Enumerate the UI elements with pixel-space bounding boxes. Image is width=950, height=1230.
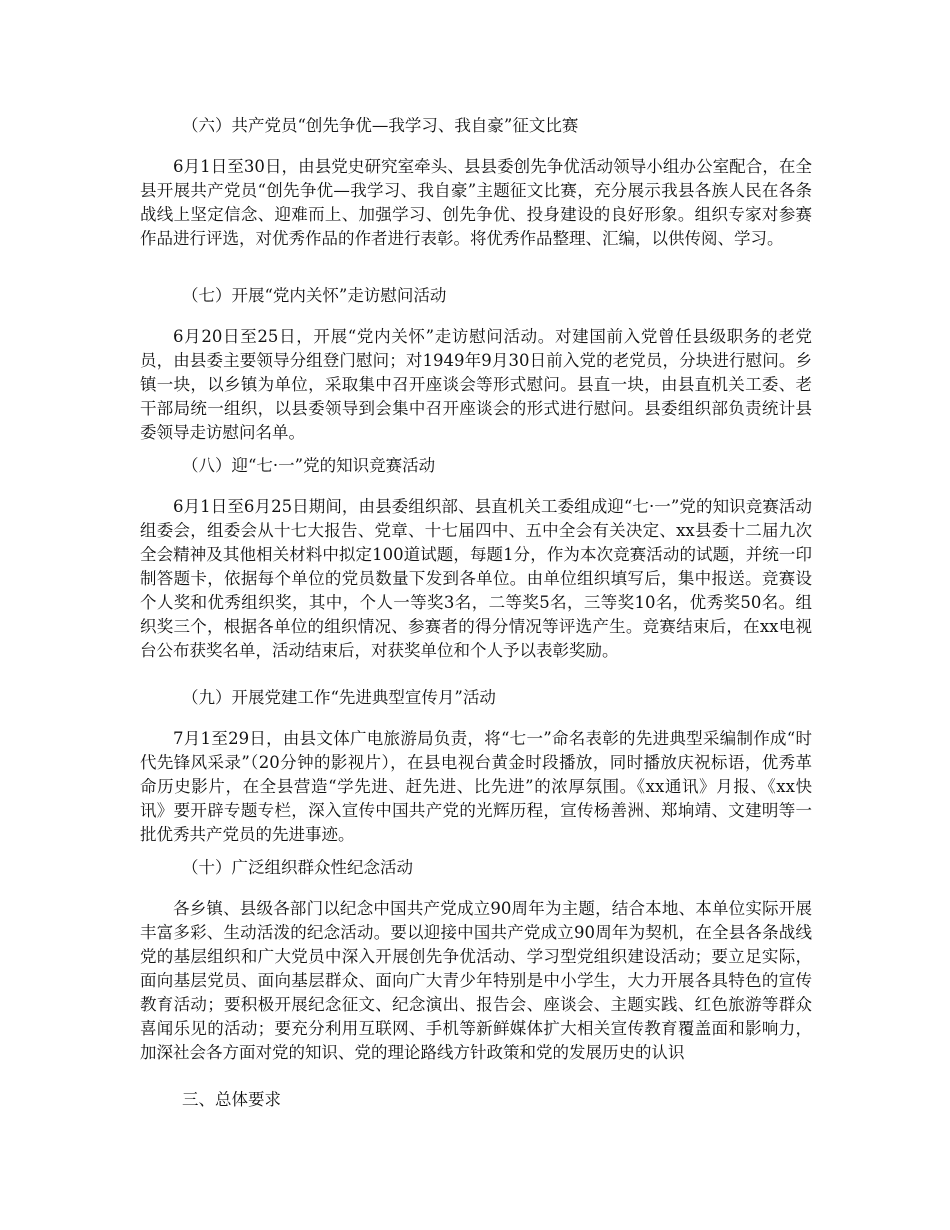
section-8-paragraph: 6月1日至6月25日期间，由县委组织部、县直机关工委组成迎“七·一”党的知识竞赛活动组委会，组委会从十七大报告、党章、十七届四中、五中全会有关决定、xx县委十二届九次全会精神及其他相关材料中拟定100道试题，每题1分，作为本次竞赛活动的试题，并统一印制答题卡，依据每个单位的党员数量下发到各单位。由单位组织填写后，集中报送。竞赛设个人奖和优秀组织奖，其中，个人一等奖3名，二等奖5名，三等奖10名，优秀奖50名。组织奖三个，根据各单位的组织情况、参赛者的得分情况等评选产生。竞赛结束后，在xx电视台公布获奖名单，活动结束后，对获奖单位和个人予以表彰奖励。 bbox=[140, 497, 812, 660]
section-8-heading: （八）迎“七·一”党的知识竞赛活动 bbox=[182, 456, 436, 475]
general-requirements-heading: 三、总体要求 bbox=[182, 1090, 281, 1109]
section-10-heading: （十）广泛组织群众性纪念活动 bbox=[182, 858, 413, 877]
section-6-heading: （六）共产党员“创先争优—我学习、我自豪”征文比赛 bbox=[182, 116, 579, 135]
section-9-heading: （九）开展党建工作“先进典型宣传月”活动 bbox=[182, 688, 496, 707]
section-7-paragraph: 6月20日至25日，开展“党内关怀”走访慰问活动。对建国前入党曾任县级职务的老党员，由县委主要领导分组登门慰问；对1949年9月30日前入党的老党员，分块进行慰问。乡镇一块，以乡镇为单位，采取集中召开座谈会等形式慰问。县直一块，由县直机关工委、老干部局统一组织，以县委领导到会集中召开座谈会的形式进行慰问。县委组织部负责统计县委领导走访慰问名单。 bbox=[140, 327, 812, 442]
section-9-paragraph: 7月1至29日，由县文体广电旅游局负责，将“七一”命名表彰的先进典型采编制作成“时代先锋风采录”（20分钟的影视片），在县电视台黄金时段播放，同时播放庆祝标语，优秀革命历史影片，在全县营造“学先进、赶先进、比先进”的浓厚氛围。《xx通讯》月报、《xx快讯》要开辟专题专栏，深入宣传中国共产党的光辉历程，宣传杨善洲、郑垧靖、文建明等一批优秀共产党员的先进事迹。 bbox=[140, 729, 812, 844]
section-7-heading: （七）开展“党内关怀”走访慰问活动 bbox=[182, 286, 447, 305]
section-6-paragraph: 6月1日至30日，由县党史研究室牵头、县县委创先争优活动领导小组办公室配合，在全县开展共产党员“创先争优—我学习、我自豪”主题征文比赛，充分展示我县各族人民在各条战线上坚定信念、迎难而上、加强学习、创先争优、投身建设的良好形象。组织专家对参赛作品进行评选，对优秀作品的作者进行表彰。将优秀作品整理、汇编，以供传阅、学习。 bbox=[140, 157, 812, 248]
section-10-paragraph: 各乡镇、县级各部门以纪念中国共产党成立90周年为主题，结合本地、本单位实际开展丰富多彩、生动活泼的纪念活动。要以迎接中国共产党成立90周年为契机，在全县各条战线党的基层组织和广大党员中深入开展创先争优活动、学习型党组织建设活动；要立足实际，面向基层党员、面向基层群众、面向广大青少年特别是中小学生，大力开展各具特色的宣传教育活动；要积极开展纪念征文、纪念演出、报告会、座谈会、主题实践、红色旅游等群众喜闻乐见的活动；要充分利用互联网、手机等新鲜媒体扩大相关宣传教育覆盖面和影响力，加深社会各方面对党的知识、党的理论路线方针政策和党的发展历史的认识 bbox=[140, 899, 812, 1062]
